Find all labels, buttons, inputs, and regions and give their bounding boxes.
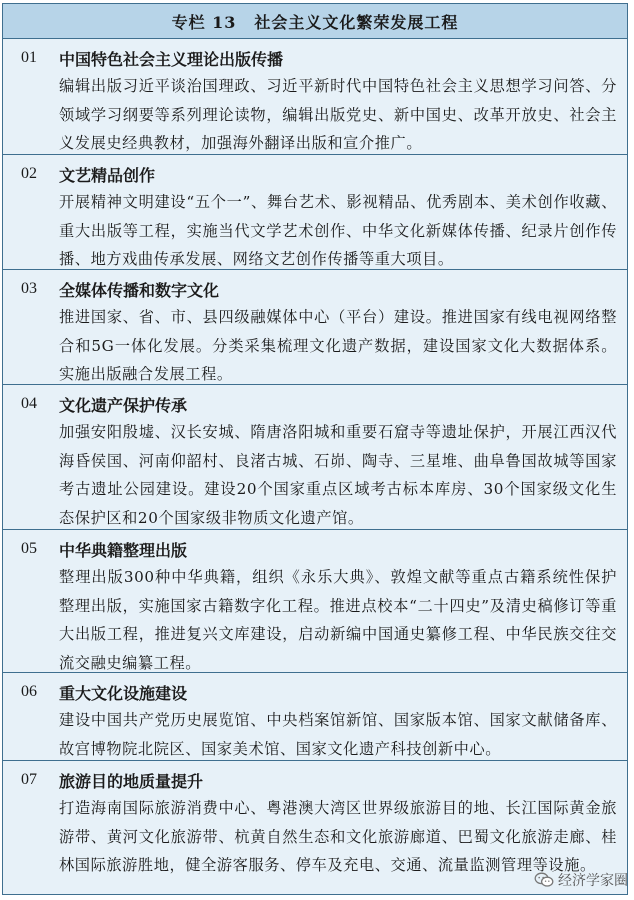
section-number: 05 <box>21 540 37 557</box>
section-02 <box>3 155 627 270</box>
section-body: 打造海南国际旅游消费中心、粤港澳大湾区世界级旅游目的地、长江国际黄金旅游带、黄河文化旅游带、杭黄自然生态和文化旅游廊道、巴蜀文化旅游走廊、桂林国际旅游胜地，健全游客服务、停车及充电、交通、流量监测管理等设施。 <box>59 799 617 874</box>
section-title: 文化遗产保护传承 <box>59 395 188 415</box>
section-body: 编辑出版习近平谈治国理政、习近平新时代中国特色社会主义思想学习问答、分领域学习纲要等系列理论读物，编辑出版党史、新中国史、改革开放史、社会主义发展史经典教材，加强海外翻译出版和宣介推广。 <box>59 77 617 152</box>
section-title: 全媒体传播和数字文化 <box>59 280 220 300</box>
section-heading <box>21 535 617 563</box>
section-title: 旅游目的地质量提升 <box>59 771 204 791</box>
section-heading <box>21 390 617 418</box>
section-title: 中国特色社会主义理论出版传播 <box>59 49 284 69</box>
section-heading <box>21 766 617 794</box>
section-number: 06 <box>21 683 37 700</box>
section-04 <box>3 385 627 530</box>
watermark <box>534 870 628 890</box>
column-header <box>3 4 627 39</box>
section-number: 03 <box>21 280 37 297</box>
section-body: 开展精神文明建设“五个一”、舞台艺术、影视精品、优秀剧本、美术创作收藏、重大出版等工程，实施当代文学艺术创作、中华文化新媒体传播、纪录片创作传播、地方戏曲传承发展、网络文艺创作传播等重大项目。 <box>59 193 617 268</box>
column-box <box>2 3 628 895</box>
column-number: 专栏 13 <box>171 12 237 32</box>
section-body: 加强安阳殷墟、汉长安城、隋唐洛阳城和重要石窟寺等遗址保护，开展江西汉代海昏侯国、河南仰韶村、良渚古城、石峁、陶寺、三星堆、曲阜鲁国故城等国家考古遗址公园建设。建设20个国家重点区域考古标本库房、30个国家级文化生态保护区和20个国家级非物质文化遗产馆。 <box>59 423 617 527</box>
column-title: 社会主义文化繁荣发展工程 <box>254 12 459 32</box>
section-06 <box>3 673 627 761</box>
section-heading <box>21 275 617 303</box>
section-number: 07 <box>21 771 37 788</box>
section-heading <box>21 44 617 72</box>
section-title: 重大文化设施建设 <box>59 683 188 703</box>
section-05 <box>3 530 627 673</box>
section-number: 04 <box>21 395 37 412</box>
section-title: 文艺精品创作 <box>59 165 156 185</box>
section-heading <box>21 160 617 188</box>
section-number: 02 <box>21 165 37 182</box>
section-body: 推进国家、省、市、县四级融媒体中心（平台）建设。推进国家有线电视网络整合和5G一体化发展。分类采集梳理文化遗产数据，建设国家文化大数据体系。实施出版融合发展工程。 <box>59 308 617 383</box>
section-heading <box>21 678 617 706</box>
section-03 <box>3 270 627 385</box>
wechat-icon <box>534 872 554 888</box>
section-number: 01 <box>21 49 37 66</box>
section-body: 建设中国共产党历史展览馆、中央档案馆新馆、国家版本馆、国家文献储备库、故宫博物院北院区、国家美术馆、国家文化遗产科技创新中心。 <box>59 711 617 758</box>
watermark-text: 经济学家圈 <box>558 873 628 889</box>
section-01 <box>3 39 627 155</box>
section-title: 中华典籍整理出版 <box>59 540 188 560</box>
section-body: 整理出版300种中华典籍，组织《永乐大典》、敦煌文献等重点古籍系统性保护整理出版，实施国家古籍数字化工程。推进点校本“二十四史”及清史稿修订等重大出版工程，推进复兴文库建设，启动新编中国通史纂修工程、中华民族交往交流交融史编纂工程。 <box>59 568 617 672</box>
